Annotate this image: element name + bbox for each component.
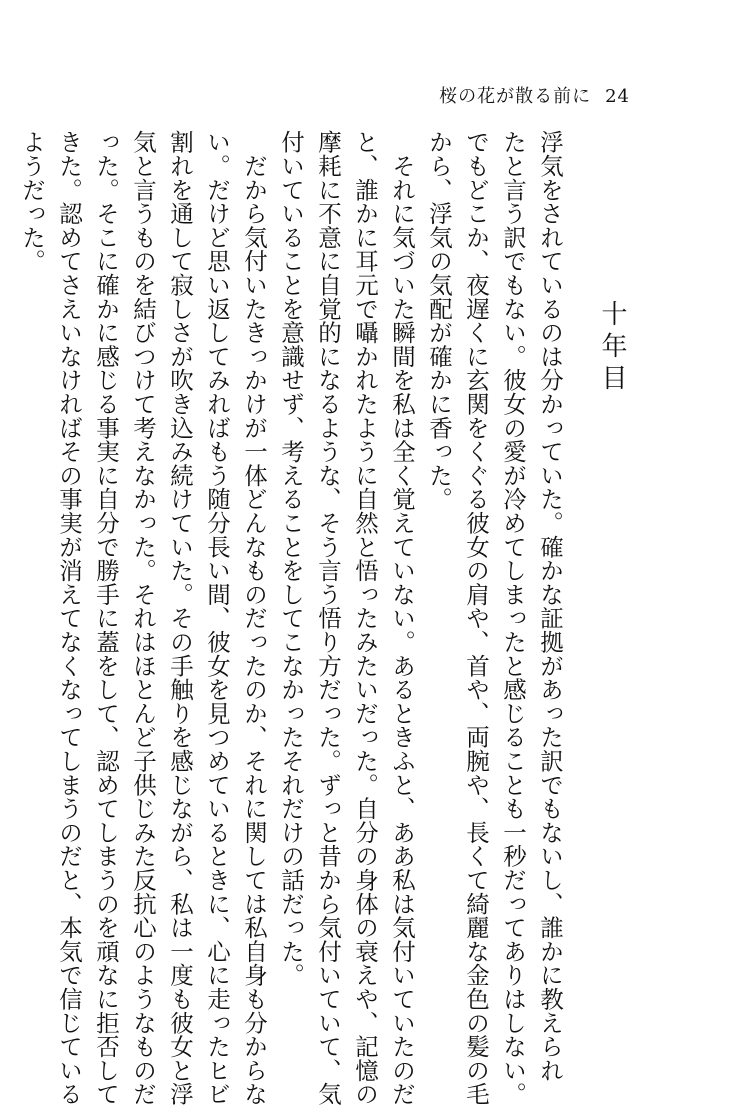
text-line: 気と言うものを結びつけて考えなかった。それはほとんど子供じみた反抗心のようなものだ [129, 130, 157, 1106]
text-line: 割れを通して寂しさが吹き込み続けていた。その手触りを感じながら、私は一度も彼女と浮 [166, 130, 194, 1106]
text-line: でもどこか、夜遅くに玄関をくぐる彼女の肩や、首や、両腕や、長くて綺麗な金色の髪の毛 [462, 130, 490, 1106]
running-header [439, 82, 630, 108]
text-line: 摩耗に不意に自覚的になるような、そう言う悟り方だった。ずっと昔から気付いていて、気 [314, 130, 342, 1106]
text-line: きた。認めてさえいなければその事実が消えてなくなってしまうのだと、本気で信じている [55, 130, 83, 1106]
text-line: と、誰かに耳元で囁かれたように自然と悟ったみたいだった。自分の身体の衰えや、記憶の [351, 130, 379, 1106]
text-line: った。そこに確かに感じる事実に自分で勝手に蓋をして、認めてしまうのを頑なに拒否して [92, 130, 120, 1106]
text-line: い。だけど思い返してみればもう随分長い間、彼女を見つめているときに、心に走ったヒビ [203, 130, 231, 1106]
text-line: それに気づいた瞬間を私は全く覚えていない。あるときふと、ああ私は気付いていたのだ [388, 130, 416, 1106]
page-number: 24 [605, 86, 630, 107]
text-line: 付いていることを意識せず、考えることをしてこなかったそれだけの話だった。 [277, 130, 305, 987]
body-text [13, 130, 568, 1106]
text-line: から、浮気の気配が確かに香った。 [425, 130, 453, 511]
text-line: 浮気をされているのは分かっていた。確かな証拠があった訳でもないし、誰かに教えられ [536, 130, 564, 1082]
book-title: 桜の花が散る前に [439, 86, 592, 107]
text-line: ようだった。 [18, 130, 46, 273]
text-line: たと言う訳でもない。彼女の愛が冷めてしまったと感じることも一秒だってありはしない。 [499, 130, 527, 1106]
text-line: だから気付いたきっかけが一体どんなものだったのか、それに関しては私自身も分からな [240, 130, 268, 1106]
chapter-title: 十年目 [597, 300, 627, 396]
